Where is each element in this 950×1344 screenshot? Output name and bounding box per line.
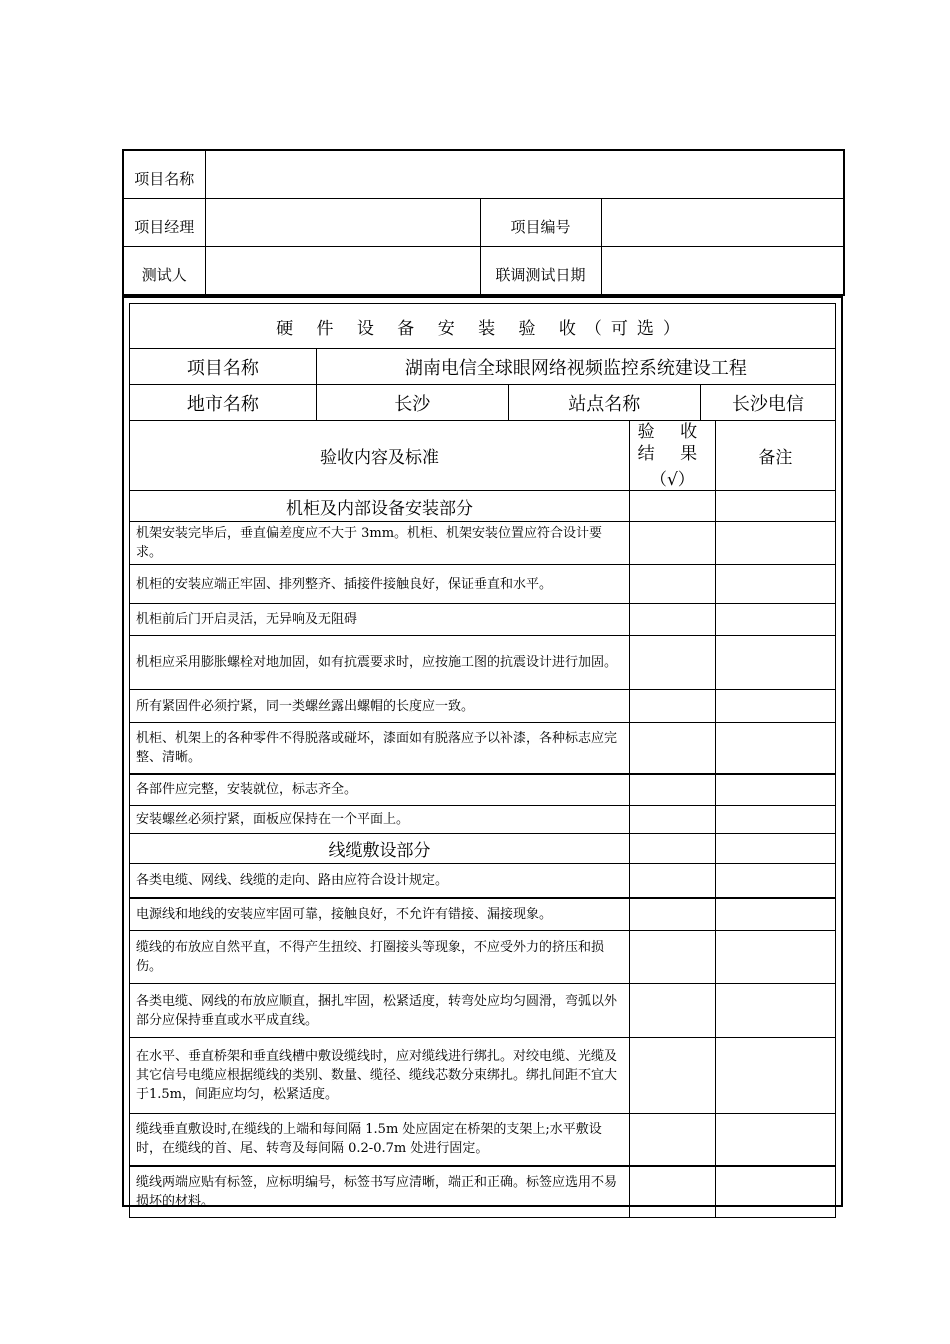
remark-cell[interactable] bbox=[715, 1114, 835, 1166]
result-cell[interactable] bbox=[629, 898, 715, 931]
result-cell[interactable] bbox=[629, 834, 715, 864]
result-cell[interactable] bbox=[629, 806, 715, 834]
section-cabinet-title: 机柜及内部设备安装部分 bbox=[130, 491, 630, 522]
checklist-item: 机柜、机架上的各种零件不得脱落或碰坏，漆面如有脱落应予以补漆，各种标志应完整、清晰。 bbox=[130, 723, 630, 774]
checklist-item: 电源线和地线的安装应牢固可靠，接触良好，不允许有错接、漏接现象。 bbox=[130, 898, 630, 931]
acceptance-title: 硬 件 设 备 安 装 验 收（可选） bbox=[130, 304, 836, 349]
result-cell[interactable] bbox=[629, 984, 715, 1038]
checklist-item: 机柜的安装应端正牢固、排列整齐、插接件接触良好，保证垂直和水平。 bbox=[130, 565, 630, 604]
result-cell[interactable] bbox=[629, 565, 715, 604]
result-cell[interactable] bbox=[629, 522, 715, 565]
project-info-table bbox=[122, 149, 845, 296]
checklist-item: 各类电缆、网线、线缆的走向、路由应符合设计规定。 bbox=[130, 864, 630, 898]
remark-cell[interactable] bbox=[715, 723, 835, 774]
checklist-item: 安装螺丝必须拧紧，面板应保持在一个平面上。 bbox=[130, 806, 630, 834]
remark-cell[interactable] bbox=[715, 1038, 835, 1114]
city-value: 长沙 bbox=[316, 385, 508, 421]
remark-cell[interactable] bbox=[715, 604, 835, 636]
checklist-item: 机架安装完毕后，垂直偏差度应不大于 3mm。机柜、机架安装位置应符合设计要求。 bbox=[130, 522, 630, 565]
checklist-item: 机柜应采用膨胀螺栓对地加固，如有抗震要求时，应按施工图的抗震设计进行加固。 bbox=[130, 636, 630, 690]
site-label: 站点名称 bbox=[508, 385, 700, 421]
content-column-header: 验收内容及标准 bbox=[130, 421, 630, 491]
acc-project-name-label: 项目名称 bbox=[130, 349, 317, 385]
checklist-item: 缆线垂直敷设时,在缆线的上端和每间隔 1.5m 处应固定在桥架的支架上;水平敷设时，在缆线的首、尾、转弯及每间隔 0.2-0.7m 处进行固定。 bbox=[130, 1114, 630, 1166]
project-manager-field[interactable] bbox=[205, 199, 480, 247]
result-cell[interactable] bbox=[629, 1038, 715, 1114]
checklist-item: 缆线两端应贴有标签，应标明编号，标签书写应清晰，端正和正确。标签应选用不易损坏的材料。 bbox=[130, 1166, 630, 1218]
result-cell[interactable] bbox=[629, 864, 715, 898]
project-number-field[interactable] bbox=[601, 199, 844, 247]
acc-project-name-value: 湖南电信全球眼网络视频监控系统建设工程 bbox=[316, 349, 835, 385]
remark-column-header: 备注 bbox=[715, 421, 835, 491]
result-cell[interactable] bbox=[629, 604, 715, 636]
checklist-item: 在水平、垂直桥架和垂直线槽中敷设缆线时，应对缆线进行绑扎。对绞电缆、光缆及其它信号电缆应根据缆线的类别、数量、缆径、缆线芯数分束绑扎。绑扎间距不宜大于1.5m，间距应均匀，松紧适度。 bbox=[130, 1038, 630, 1114]
project-name-field[interactable] bbox=[205, 150, 844, 199]
result-header-line1: 验 收 结 果 bbox=[637, 422, 708, 464]
remark-cell[interactable] bbox=[715, 774, 835, 806]
joint-test-date-label: 联调测试日期 bbox=[480, 247, 601, 296]
project-manager-label: 项目经理 bbox=[123, 199, 205, 247]
remark-cell[interactable] bbox=[715, 1166, 835, 1218]
remark-cell[interactable] bbox=[715, 522, 835, 565]
result-cell[interactable] bbox=[629, 774, 715, 806]
remark-cell[interactable] bbox=[715, 864, 835, 898]
remark-cell[interactable] bbox=[715, 636, 835, 690]
checklist-item: 机柜前后门开启灵活，无异响及无阻碍 bbox=[130, 604, 630, 636]
joint-test-date-field[interactable] bbox=[601, 247, 844, 296]
result-cell[interactable] bbox=[629, 690, 715, 723]
acceptance-table-frame bbox=[122, 296, 843, 1207]
remark-cell[interactable] bbox=[715, 834, 835, 864]
site-value: 长沙电信 bbox=[700, 385, 835, 421]
remark-cell[interactable] bbox=[715, 931, 835, 984]
remark-cell[interactable] bbox=[715, 690, 835, 723]
result-cell[interactable] bbox=[629, 1114, 715, 1166]
remark-cell[interactable] bbox=[715, 984, 835, 1038]
city-label: 地市名称 bbox=[130, 385, 317, 421]
result-cell[interactable] bbox=[629, 931, 715, 984]
result-cell[interactable] bbox=[629, 723, 715, 774]
tester-field[interactable] bbox=[205, 247, 480, 296]
checklist-item: 缆线的布放应自然平直，不得产生扭绞、打圈接头等现象，不应受外力的挤压和损伤。 bbox=[130, 931, 630, 984]
remark-cell[interactable] bbox=[715, 806, 835, 834]
acceptance-table bbox=[129, 303, 836, 1218]
tester-label: 测试人 bbox=[123, 247, 205, 296]
result-cell[interactable] bbox=[629, 636, 715, 690]
remark-cell[interactable] bbox=[715, 565, 835, 604]
project-number-label: 项目编号 bbox=[480, 199, 601, 247]
checklist-item: 各部件应完整，安装就位，标志齐全。 bbox=[130, 774, 630, 806]
checklist-item: 各类电缆、网线的布放应顺直，捆扎牢固，松紧适度，转弯处应均匀圆滑，弯弧以外部分应保持垂直或水平成直线。 bbox=[130, 984, 630, 1038]
project-name-label: 项目名称 bbox=[123, 150, 205, 199]
remark-cell[interactable] bbox=[715, 898, 835, 931]
result-cell[interactable] bbox=[629, 491, 715, 522]
result-cell[interactable] bbox=[629, 1166, 715, 1218]
result-header-line2: （√） bbox=[649, 470, 695, 490]
checklist-item: 所有紧固件必须拧紧，同一类螺丝露出螺帽的长度应一致。 bbox=[130, 690, 630, 723]
result-column-header bbox=[629, 421, 715, 491]
section-cabling-title: 线缆敷设部分 bbox=[130, 834, 630, 864]
remark-cell[interactable] bbox=[715, 491, 835, 522]
